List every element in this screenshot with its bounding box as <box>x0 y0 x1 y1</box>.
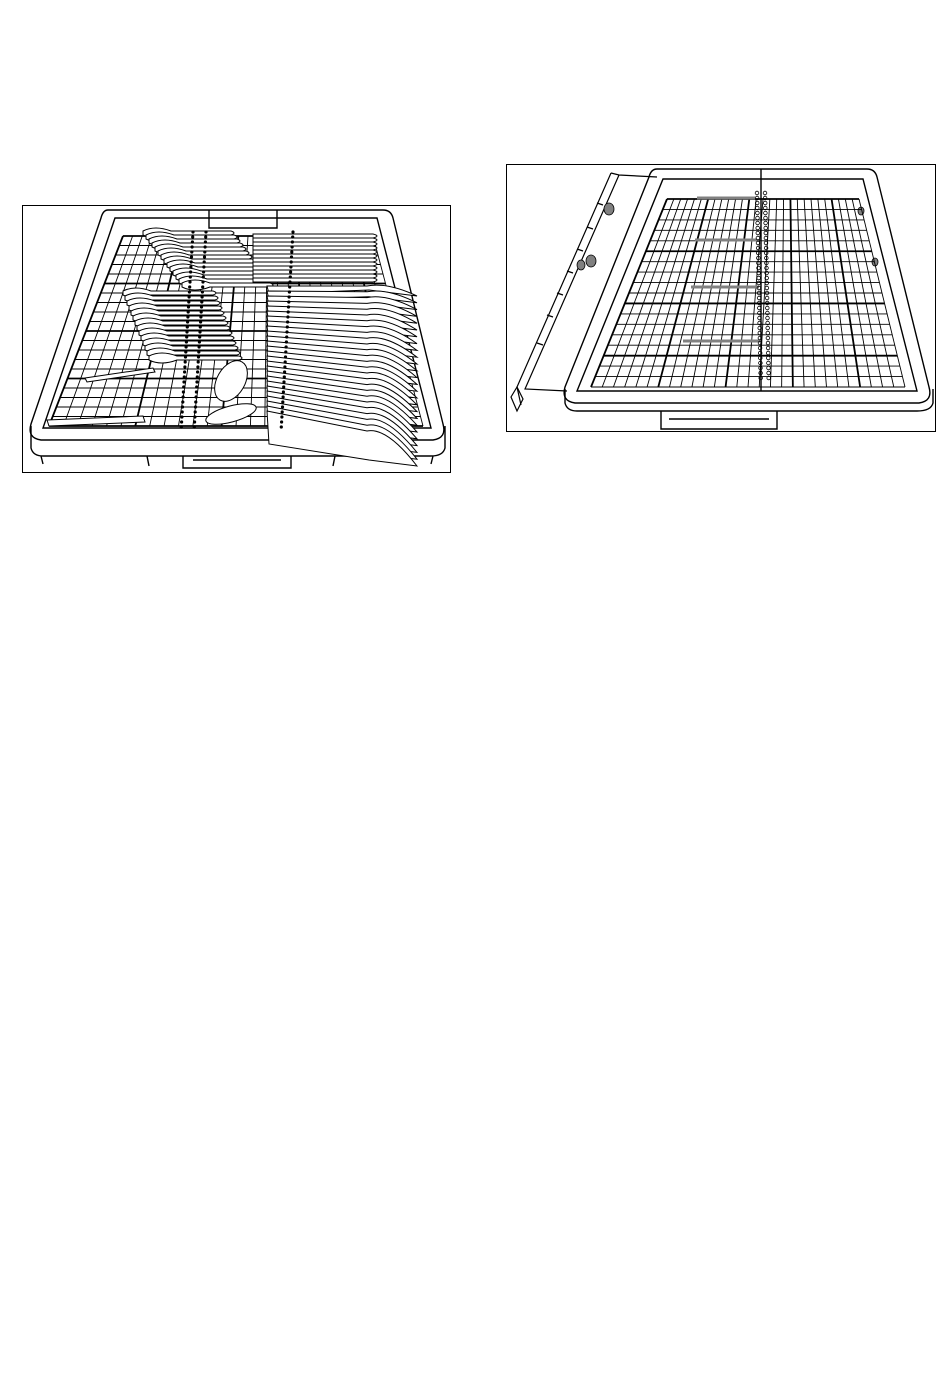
cutlery-drawer-empty-illustration <box>507 165 935 431</box>
cutlery-drawer-loaded-figure <box>22 205 451 473</box>
cutlery-items <box>47 228 417 466</box>
grid-floor <box>591 199 905 387</box>
cutlery-drawer-loaded-illustration <box>23 206 450 472</box>
cutlery-drawer-empty-figure <box>506 164 936 432</box>
